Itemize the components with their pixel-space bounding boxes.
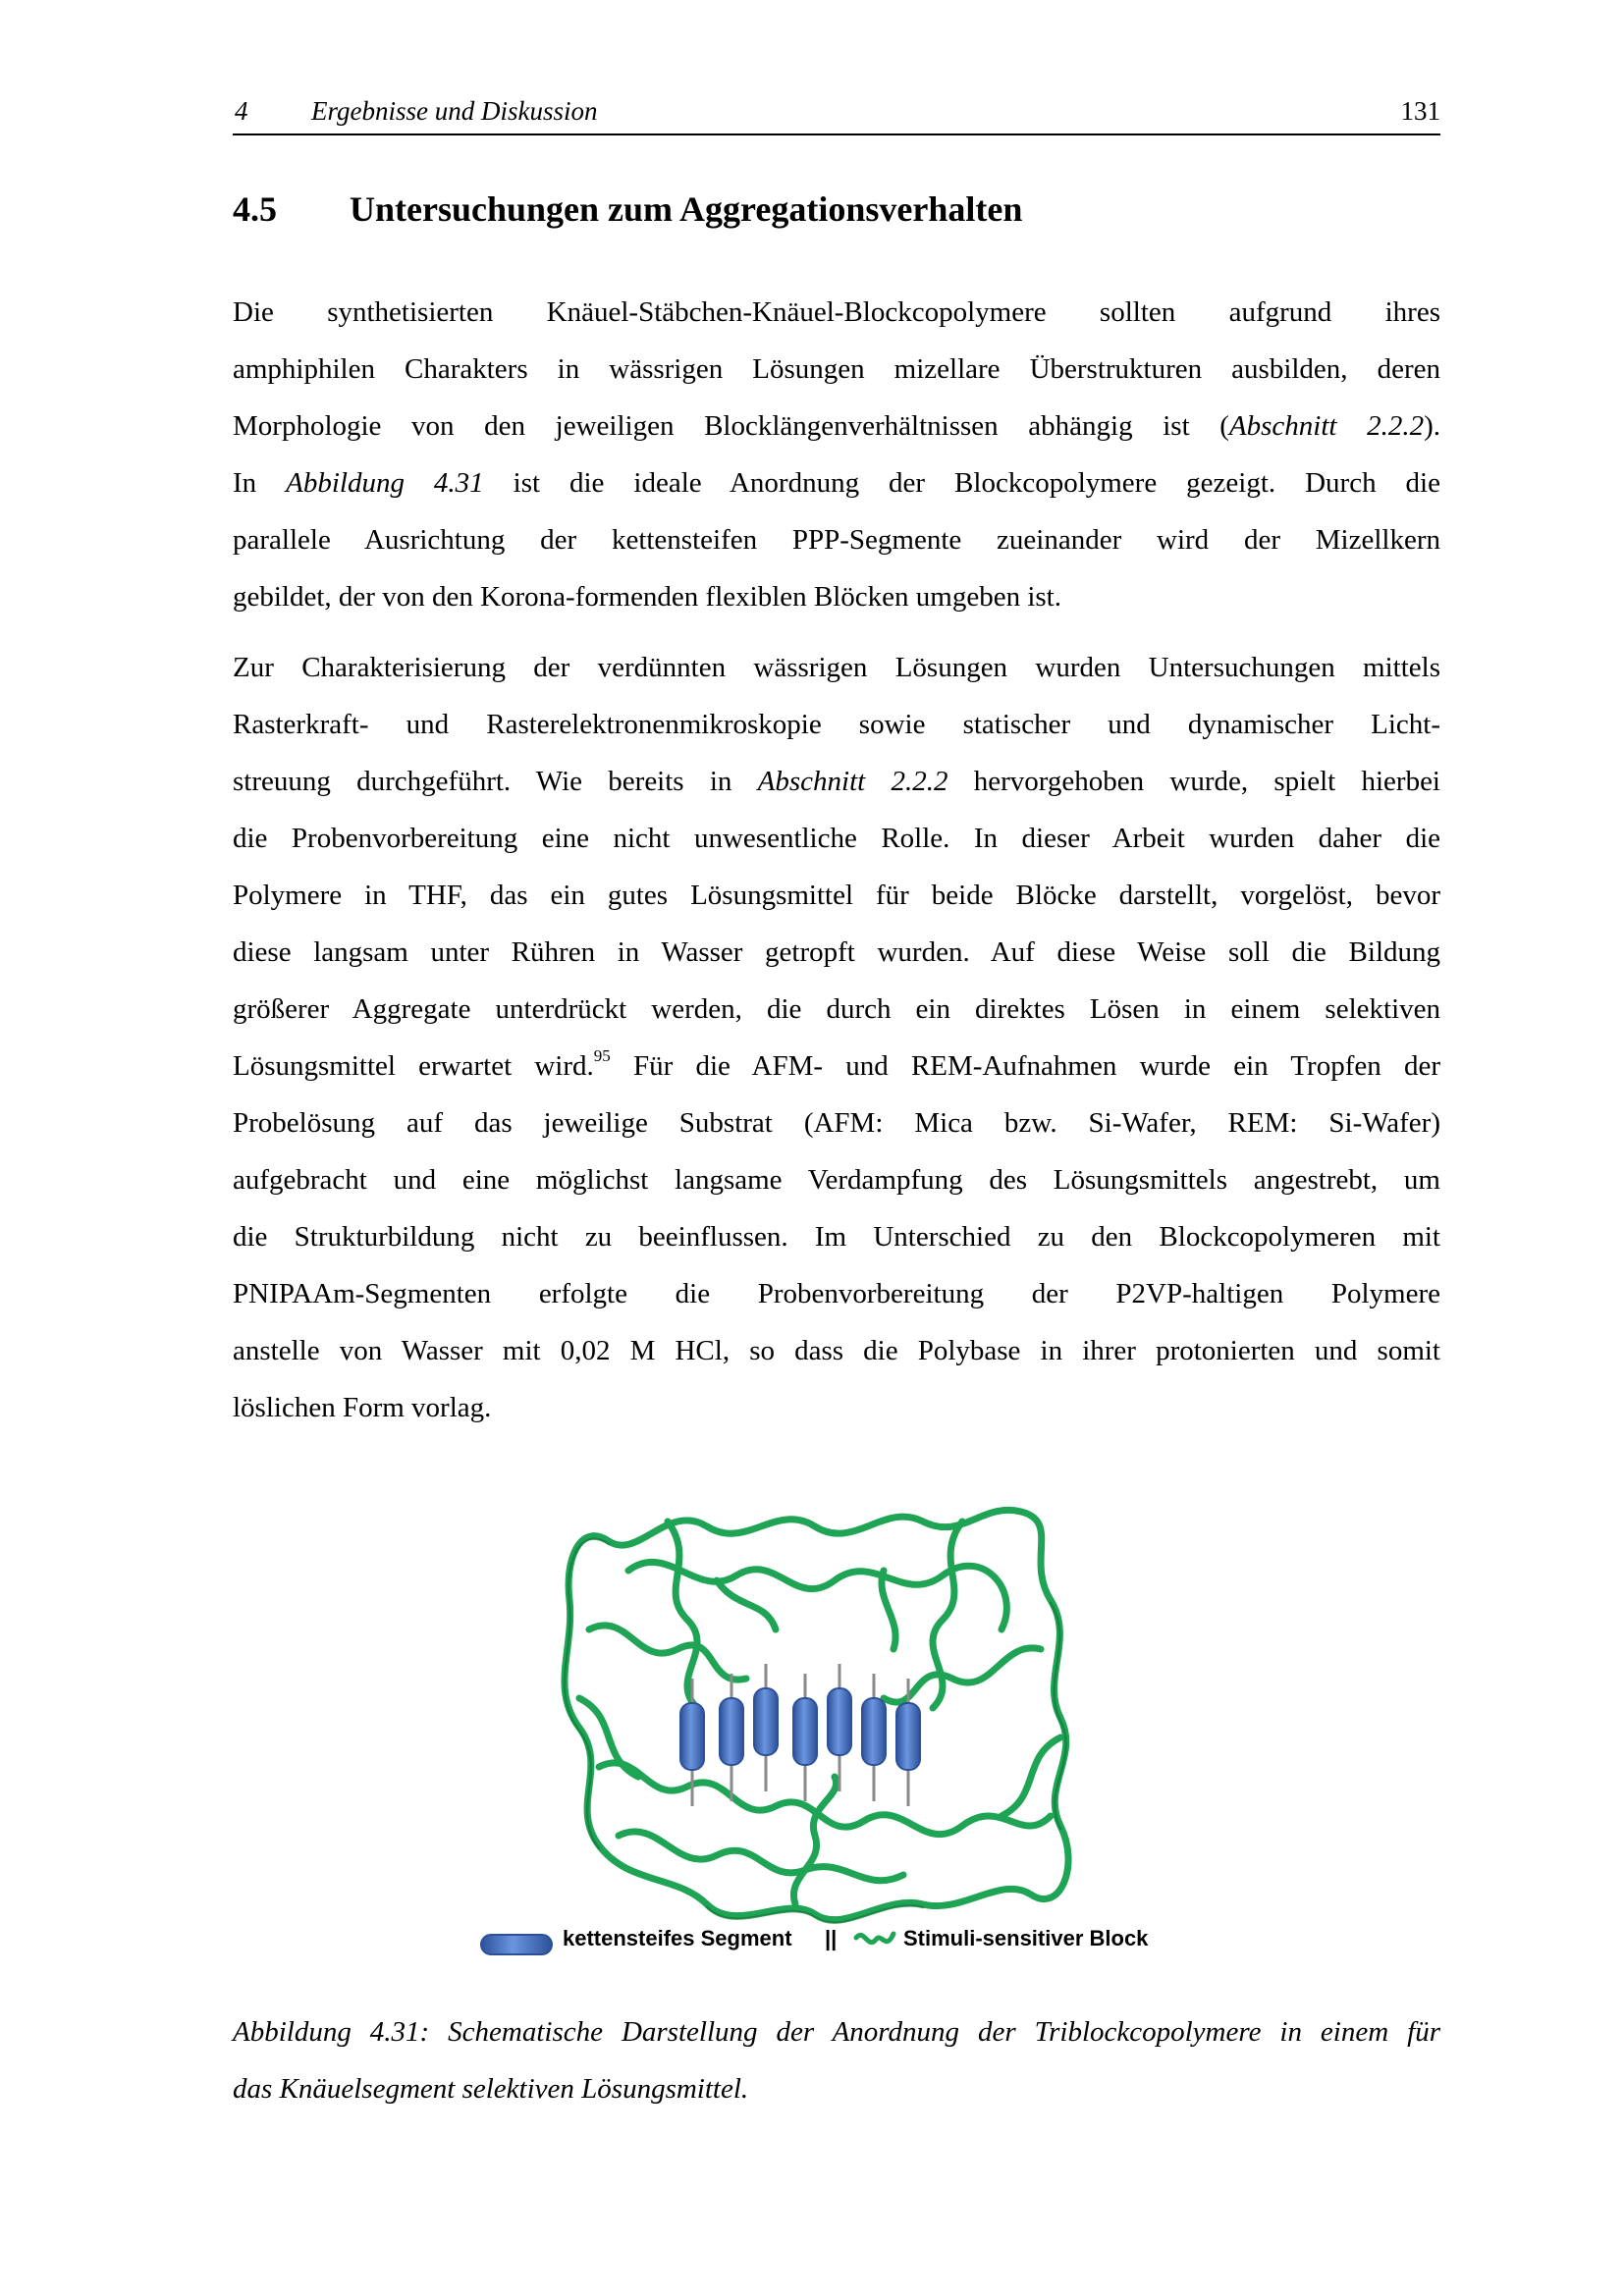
chapter-title: Ergebnisse und Diskussion: [311, 96, 598, 126]
caption-line: das Knäuelsegment selektiven Lösungsmittel.: [233, 2073, 749, 2105]
figure-caption: [233, 2007, 1440, 2121]
section-reference: Abschnitt 2.2.2: [757, 766, 948, 797]
text-line: anstelle von Wasser mit 0,02 M HCl, so dass die Polybase in ihrer protonierten und somit: [233, 1335, 1440, 1366]
rod-legend-icon: [479, 1930, 556, 1959]
text-line: streuung durchgeführt. Wie bereits in Abschnitt 2.2.2 hervorgehoben wurde, spielt hierbei: [233, 766, 1440, 797]
text-line: gebildet, der von den Korona-formenden flexiblen Blöcken umgeben ist.: [233, 581, 1061, 613]
text-line: Lösungsmittel erwartet wird.$^{95}$ Für die AFM- und REM-Aufnahmen wurde ein Tropfen der: [233, 1046, 1440, 1082]
text-line: Probelösung auf das jeweilige Substrat (AFM: Mica bzw. Si-Wafer, REM: Si-Wafer): [233, 1107, 1440, 1139]
legend-separator: ||: [825, 1926, 838, 1950]
legend-coil-label: Stimuli-sensitiver Block: [903, 1926, 1149, 1950]
figure-legend: [471, 1926, 1178, 1965]
text-line: aufgebracht und eine möglichst langsame Verdampfung des Lösungsmittels angestrebt, um: [233, 1164, 1440, 1196]
caption-line: Abbildung 4.31: Schematische Darstellung der Anordnung der Triblockcopolymere in einem für: [233, 2016, 1440, 2048]
text-line: Die synthetisierten Knäuel-Stäbchen-Knäuel-Blockcopolymere sollten aufgrund ihres: [233, 296, 1440, 328]
text-line: amphiphilen Charakters in wässrigen Lösungen mizellare Überstrukturen ausbilden, deren: [233, 353, 1440, 385]
text-line: löslichen Form vorlag.: [233, 1392, 492, 1423]
text-line: die Probenvorbereitung eine nicht unwesentliche Rolle. In dieser Arbeit wurden daher die: [233, 823, 1440, 854]
paragraph-1: [233, 284, 1440, 625]
text-line: diese langsam unter Rühren in Wasser getropft wurden. Auf diese Weise soll die Bildung: [233, 936, 1440, 968]
text-line: die Strukturbildung nicht zu beeinflussen. Im Unterschied zu den Blockcopolymeren mit: [233, 1221, 1440, 1253]
section-number: 4.5: [233, 189, 277, 229]
text-line: parallele Ausrichtung der kettensteifen PPP-Segmente zueinander wird der Mizellkern: [233, 524, 1440, 556]
running-header: [233, 94, 1440, 135]
text-line: In Abbildung 4.31 ist die ideale Anordnung der Blockcopolymere gezeigt. Durch die: [233, 467, 1440, 499]
legend-rod-label: kettensteifes Segment: [563, 1926, 792, 1950]
paragraph-2: [233, 639, 1440, 1436]
text-line: Polymere in THF, das ein gutes Lösungsmittel für beide Blöcke darstellt, vorgelöst, bevor: [233, 880, 1440, 911]
chapter-number: 4: [235, 96, 248, 126]
text-line: Zur Charakterisierung der verdünnten wässrigen Lösungen wurden Untersuchungen mittels: [233, 652, 1440, 683]
text-line: größerer Aggregate unterdrückt werden, die durch ein direktes Lösen in einem selektiven: [233, 993, 1440, 1025]
micelle-schematic-figure: [471, 1453, 1178, 1983]
section-reference: Abschnitt 2.2.2: [1228, 410, 1425, 442]
text-line: Rasterkraft- und Rasterelektronenmikroskopie sowie statischer und dynamischer Licht-: [233, 709, 1440, 740]
coil-legend-icon: [852, 1926, 897, 1961]
figure-reference: Abbildung 4.31: [286, 467, 484, 499]
text-line: PNIPAAm-Segmenten erfolgte die Probenvorbereitung der P2VP-haltigen Polymere: [233, 1278, 1440, 1309]
section-title: Untersuchungen zum Aggregationsverhalten: [350, 189, 1023, 229]
citation-superscript: 95: [593, 1046, 611, 1065]
text-line: Morphologie von den jeweiligen Blocklängenverhältnissen abhängig ist (Abschnitt 2.2.2).: [233, 410, 1440, 442]
page-number: 131: [1400, 96, 1440, 126]
